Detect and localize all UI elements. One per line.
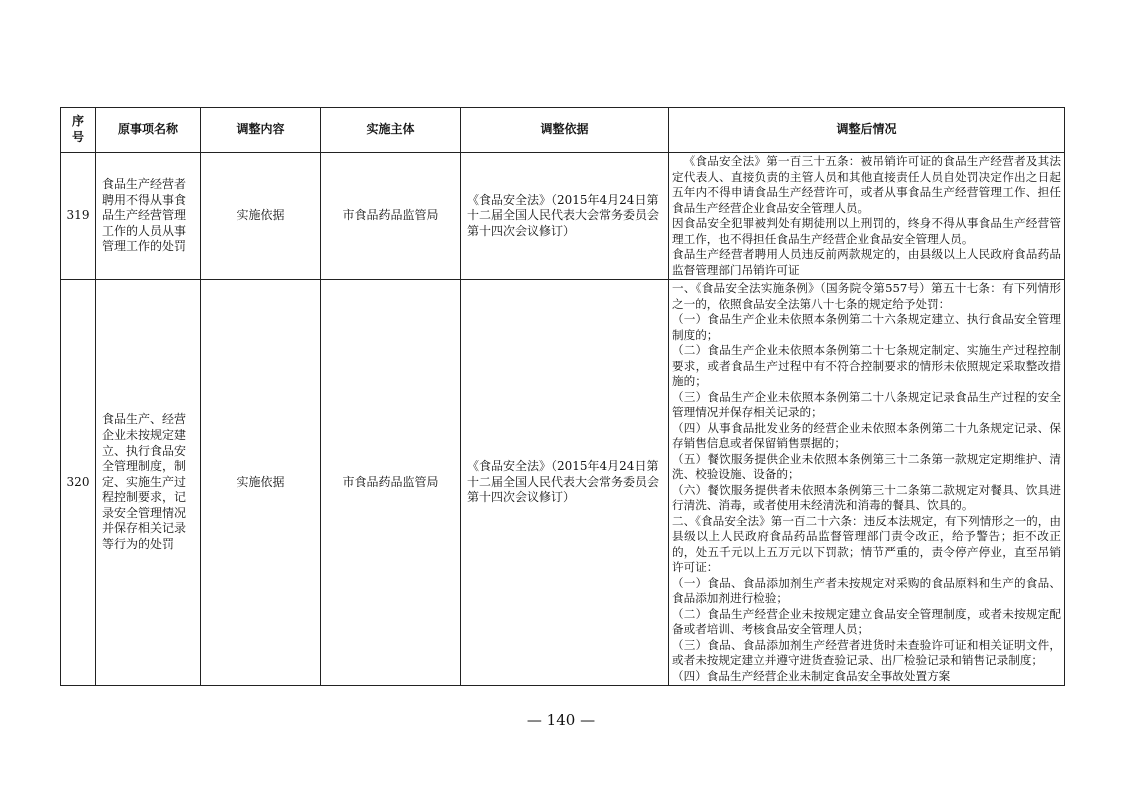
header-content: 调整内容: [201, 108, 321, 153]
table-row: [61, 153, 1065, 280]
header-result: 调整后情况: [669, 108, 1065, 153]
row-basis: 《食品安全法》（2015年4月24日第十二届全国人民代表大会常务委员会第十四次会议修订）: [461, 280, 669, 686]
row-result: [669, 153, 1065, 280]
result-paragraph: 一、《食品安全法实施条例》（国务院令第557号）第五十七条：有下列情形之一的，依照食品安全法第八十七条的规定给予处罚：: [672, 281, 1061, 311]
table-row: [61, 280, 1065, 686]
row-result: [669, 280, 1065, 686]
result-paragraph: （三）食品、食品添加剂生产经营者进货时未查验许可证和相关证明文件，或者未按规定建立并遵守进货查验记录、出厂检验记录和销售记录制度；: [672, 637, 1061, 667]
row-basis: 《食品安全法》（2015年4月24日第十二届全国人民代表大会常务委员会第十四次会议修订）: [461, 153, 669, 280]
header-basis: 调整依据: [461, 108, 669, 153]
result-paragraph: （三）食品生产企业未依照本条例第二十八条规定记录食品生产过程的安全管理情况并保存相关记录的；: [672, 389, 1061, 419]
row-no: 319: [61, 153, 96, 280]
result-paragraph: 食品生产经营者聘用人员违反前两款规定的，由县级以上人民政府食品药品监督管理部门吊销许可证: [672, 247, 1061, 277]
row-agency: 市食品药品监管局: [321, 280, 461, 686]
result-paragraph: （四）食品生产经营企业未制定食品安全事故处置方案: [672, 668, 951, 683]
row-name: 食品生产、经营企业未按规定建立、执行食品安全管理制度，制定、实施生产过程控制要求，记录安全管理情况并保存相关记录等行为的处罚: [96, 280, 201, 686]
row-name: 食品生产经营者聘用不得从事食品生产经营管理工作的人员从事管理工作的处罚: [96, 153, 201, 280]
row-no: 320: [61, 280, 96, 686]
result-paragraph: （二）食品生产经营企业未按规定建立食品安全管理制度，或者未按规定配备或者培训、考核食品安全管理人员；: [672, 606, 1061, 636]
table-header-row: [61, 108, 1065, 153]
result-paragraph: （五）餐饮服务提供企业未依照本条例第三十二条第一款规定定期维护、清洗、校验设施、设备的；: [672, 451, 1061, 481]
result-paragraph: （六）餐饮服务提供者未依照本条例第三十二条第二款规定对餐具、饮具进行清洗、消毒，或者使用未经清洗和消毒的餐具、饮具的。: [672, 482, 1061, 512]
result-paragraph: 二、《食品安全法》第一百二十六条：违反本法规定，有下列情形之一的，由县级以上人民政府食品药品监督管理部门责令改正，给予警告；拒不改正的，处五千元以上五万元以下罚款；情节严重的，责令停产停业，直至吊销许可证：: [672, 513, 1061, 574]
row-content: 实施依据: [201, 153, 321, 280]
result-paragraph: 因食品安全犯罪被判处有期徒刑以上刑罚的，终身不得从事食品生产经营管理工作，也不得担任食品生产经营企业食品安全管理人员。: [672, 216, 1061, 246]
header-no: 序号: [61, 108, 96, 153]
row-content: 实施依据: [201, 280, 321, 686]
header-name: 原事项名称: [96, 108, 201, 153]
result-paragraph: 《食品安全法》第一百三十五条：被吊销许可证的食品生产经营者及其法定代表人、直接负责的主管人员和其他直接责任人员自处罚决定作出之日起五年内不得申请食品生产经营许可，或者从事食品生产经营管理工作、担任食品生产经营企业食品安全管理人员。: [672, 154, 1061, 215]
adjustment-table: [60, 107, 1065, 686]
header-agency: 实施主体: [321, 108, 461, 153]
result-paragraph: （一）食品生产企业未依照本条例第二十六条规定建立、执行食品安全管理制度的；: [672, 312, 1061, 342]
result-paragraph: （一）食品、食品添加剂生产者未按规定对采购的食品原料和生产的食品、食品添加剂进行检验；: [672, 575, 1061, 605]
page-number: — 140 —: [526, 711, 596, 729]
result-paragraph: （四）从事食品批发业务的经营企业未依照本条例第二十九条规定记录、保存销售信息或者保留销售票据的；: [672, 420, 1061, 450]
row-agency: 市食品药品监管局: [321, 153, 461, 280]
result-paragraph: （二）食品生产企业未依照本条例第二十七条规定制定、实施生产过程控制要求，或者食品生产过程中有不符合控制要求的情形未依照规定采取整改措施的；: [672, 343, 1061, 388]
